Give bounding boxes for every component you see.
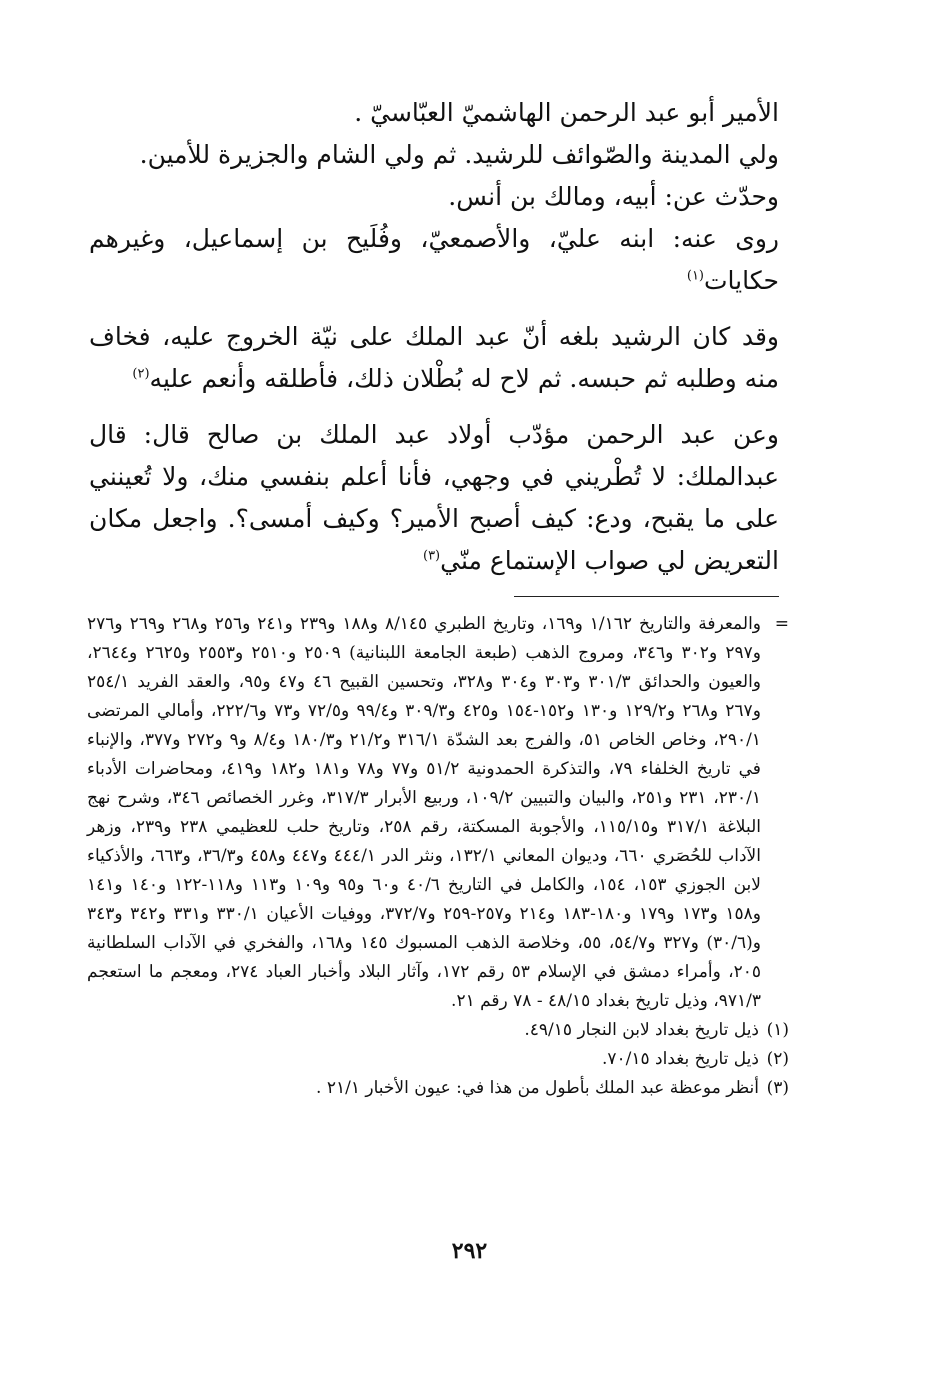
paragraph-narrators [89,218,779,302]
footnote-text: ذيل تاريخ بغداد لابن النجار ٤٩/١٥. [524,1020,759,1040]
footnote-separator [514,596,779,597]
footnote-number: (٣) [766,1078,789,1098]
footnote-continuation [87,610,789,1016]
paragraph-abd-al-rahman-text: وعن عبد الرحمن مؤدّب أولاد عبد الملك بن صالح قال: قال عبدالملك: لا تُطْريني في وجهي، فأنا أعلم بنفسي منك، ولا تُعينني على ما يقبح، ودع: كيف أصبح الأمير؟ وكيف أمسى؟. واجعل مكان التعريض لي صواب الإستماع منّي [89,420,779,575]
footnote-ref-1[interactable]: (١) [686,268,704,284]
paragraph-abd-al-rahman [89,414,779,582]
footnote-ref-2[interactable]: (٢) [132,366,150,382]
continuation-marker: = [774,614,789,634]
paragraph-gap [89,400,779,414]
paragraph-narrators-text: روى عنه: ابنه عليّ، والأصمعيّ، وفُلَيح بن إسماعيل، وغيرهم حكايات [89,224,779,295]
footnote-3 [87,1074,789,1103]
text-line-1: الأمير أبو عبد الرحمن الهاشميّ العبّاسيّ . [354,98,779,127]
footnote-number: (١) [766,1020,789,1040]
footnote-number: (٢) [766,1049,789,1069]
text-line-3: وحدّث عن: أبيه، ومالك بن أنس. [448,182,779,211]
paragraph-gap [89,302,779,316]
paragraph-rashid [89,316,779,400]
footnote-continuation-text: والمعرفة والتاريخ ١/١٦٢ و١٦٩، وتاريخ الطبري ٨/١٤٥ و١٨٨ و٢٣٩ و٢٤١ و٢٥٦ و٢٦٨ و٢٦٩ و٢٧٦ و٢٩٧ و٣٠٢ و٣٤٦، ومروج الذهب (طبعة الجامعة اللبنانية) ٢٥٠٩ و٢٥١٠ و٢٥٥٣ و٢٦٢٥ و٢٦٤٤، والعيون والحدائق ٣٠١/٣ و٣٠٣ و٣٠٤ و٣٢٨، وتحسين القبيح ٤٦ و٤٧ و٩٥، والعقد الفريد ٢٥٤/١ و٢٦٧ و٢٦٨ و١٢٩/٢ و١٣٠ و١٥٢-١٥٤ و٤٢٥ و٣٠٩/٣ و٩٩/٤ و٧٢/٥ و٧٣ و٢٢٢/٦، وأمالي المرتضى ٢٩٠/١، وخاص الخاص ٥١، والفرج بعد الشدّة ٣١٦/١ و٢١/٢ و١٨٠/٣ و٨/٤ و٩ و٢٧٢ و٣٧٧، والإنباء في تاريخ الخلفاء ٧٩، والتذكرة الحمدونية ٥١/٢ و٧٧ و٧٨ و١٨١ و١٨٢ و٤١٩، ومحاضرات الأدباء ٢٣٠/١، ٢٣١ و٢٥١، والبيان والتبيين ١٠٩/٢، وربيع الأبرار ٣١٧/٣، وغرر الخصائص ٣٤٦، وشرح نهج البلاغة ٣١٧/١ و١١٥/١٥، والأجوبة المسكتة، رقم ٢٥٨، وتاريخ حلب للعظيمي ٢٣٨ و٢٣٩، وزهر الآداب للحُصَري ٦٦٠، وديوان المعاني ١٣٢/١، ونثر الدر ٤٤٤/١ و٤٤٧ و٤٥٨ و٣٦/٣، و٦٦٣، والأذكياء لابن الجوزي ١٥٣، ١٥٤، والكامل في التاريخ ٤٠/٦ و٦٠ و٩٥ و١٠٩ و١١٣ و١١٨-١٢٢ و١٤٠ و١٤١ و١٥٨ و١٧٣ و١٧٩ و١٨٠-١٨٣ و٢١٤ و٢٥٧-٢٥٩ و٣٧٢/٧، ووفيات الأعيان ٣٣٠/١ و٣٣١ و٣٤٢ و٣٤٣ و(٣٠/٦) و٣٢٧ و٥٤/٧، ٥٥، وخلاصة الذهب المسبوك ١٤٥ و١٦٨، والفخري في الآداب السلطانية ٢٠٥، وأمراء دمشق في الإسلام ٥٣ رقم ١٧٢، وآثار البلاد وأخبار العباد ٢٧٤، ومعجم ما استعجم ٩٧١/٣، وذيل تاريخ بغداد ٤٨/١٥ - ٧٨ رقم ٢١. [87,614,762,1011]
footnote-2 [87,1045,789,1074]
footnote-text: ذيل تاريخ بغداد ٧٠/١٥. [601,1049,759,1069]
paragraph-rashid-text: وقد كان الرشيد بلغه أنّ عبد الملك على نيّة الخروج عليه، فخاف منه وطلبه ثم حبسه. ثم لاح له بُطْلان ذلك، فأطلقه وأنعم عليه [89,322,779,393]
main-text [89,92,779,582]
footnote-1 [87,1016,789,1045]
footnotes [87,610,789,1103]
footnote-text: أنظر موعظة عبد الملك بأطول من هذا في: عيون الأخبار ٢١/١ . [316,1078,759,1098]
text-line-2: ولي المدينة والصّوائف للرشيد. ثم ولي الشام والجزيرة للأمين. [139,140,779,169]
footnote-ref-3[interactable]: (٣) [422,548,441,564]
page-number: ٢٩٢ [451,1238,488,1264]
